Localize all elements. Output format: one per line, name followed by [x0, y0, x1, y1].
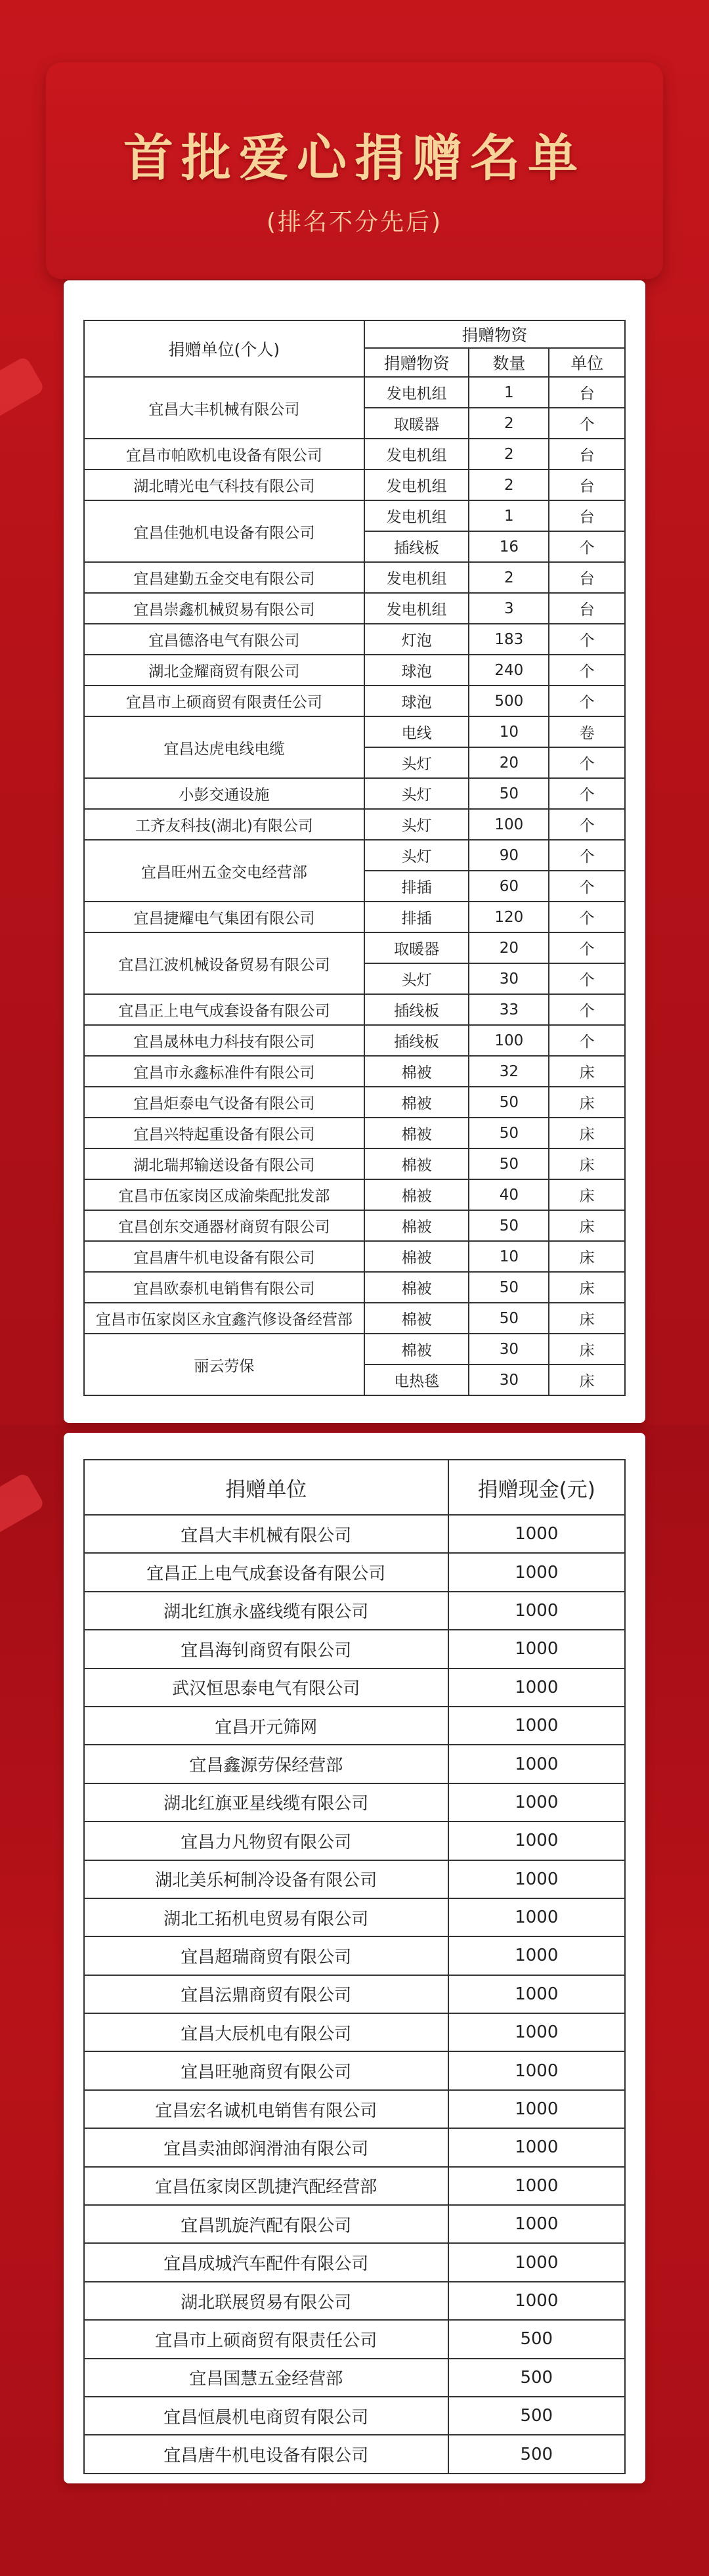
cash-donor-name: 宜昌超瑞商贸有限公司 — [84, 1936, 448, 1975]
page-title: 首批爱心捐赠名单 — [123, 129, 586, 187]
item-name: 发电机组 — [364, 469, 469, 500]
donor-name: 宜昌大丰机械有限公司 — [84, 377, 364, 439]
item-qty: 40 — [469, 1179, 549, 1210]
table-row — [84, 1822, 625, 1860]
table-row — [84, 2320, 625, 2358]
page-subtitle: (排名不分先后) — [266, 209, 443, 236]
cash-donor-name: 武汉恒思泰电气有限公司 — [84, 1669, 448, 1707]
donor-name: 宜昌市上硕商贸有限责任公司 — [84, 686, 364, 716]
item-qty: 10 — [469, 716, 549, 747]
item-unit: 个 — [549, 747, 625, 778]
item-name: 取暖器 — [364, 408, 469, 439]
cash-amount: 1000 — [448, 2167, 625, 2205]
item-unit: 台 — [549, 500, 625, 531]
cash-header-row — [84, 1460, 625, 1515]
donor-name: 宜昌旺州五金交电经营部 — [84, 840, 364, 902]
table-row — [84, 469, 625, 500]
donor-name: 宜昌市伍家岗区成渝柴配批发部 — [84, 1179, 364, 1210]
item-qty: 33 — [469, 994, 549, 1025]
cash-donor-name: 湖北美乐柯制冷设备有限公司 — [84, 1860, 448, 1898]
header-unit: 单位 — [549, 348, 625, 377]
item-unit: 床 — [549, 1148, 625, 1179]
table-row — [84, 1745, 625, 1783]
cash-amount: 1000 — [448, 1860, 625, 1898]
cash-amount: 500 — [448, 2359, 625, 2397]
item-qty: 2 — [469, 439, 549, 469]
item-unit: 台 — [549, 469, 625, 500]
item-qty: 2 — [469, 469, 549, 500]
table-row — [84, 809, 625, 840]
cash-amount: 500 — [448, 2435, 625, 2473]
donor-name: 宜昌市永鑫标准件有限公司 — [84, 1056, 364, 1087]
item-qty: 2 — [469, 562, 549, 593]
table-row — [84, 994, 625, 1025]
item-qty: 500 — [469, 686, 549, 716]
item-name: 棉被 — [364, 1272, 469, 1303]
item-qty: 50 — [469, 1118, 549, 1148]
header-goods-group: 捐赠物资 — [364, 320, 625, 348]
item-qty: 90 — [469, 840, 549, 871]
header-banner — [46, 62, 663, 279]
item-name: 球泡 — [364, 686, 469, 716]
item-qty: 60 — [469, 871, 549, 902]
item-qty: 50 — [469, 778, 549, 809]
table-row — [84, 1118, 625, 1148]
item-name: 电线 — [364, 716, 469, 747]
table-row — [84, 1975, 625, 2013]
item-unit: 台 — [549, 562, 625, 593]
item-qty: 2 — [469, 408, 549, 439]
item-unit: 台 — [549, 593, 625, 624]
cash-donor-name: 湖北联展贸易有限公司 — [84, 2282, 448, 2320]
cash-amount: 1000 — [448, 1822, 625, 1860]
table-row — [84, 2397, 625, 2435]
item-unit: 个 — [549, 778, 625, 809]
table-row — [84, 1707, 625, 1745]
table-row — [84, 902, 625, 932]
item-qty: 1 — [469, 500, 549, 531]
item-unit: 台 — [549, 439, 625, 469]
cash-amount: 500 — [448, 2397, 625, 2435]
item-unit: 床 — [549, 1334, 625, 1364]
table-row — [84, 2013, 625, 2051]
item-name: 电热毯 — [364, 1364, 469, 1395]
donor-name: 湖北晴光电气科技有限公司 — [84, 469, 364, 500]
donor-name: 宜昌江波机械设备贸易有限公司 — [84, 932, 364, 994]
item-unit: 个 — [549, 686, 625, 716]
item-qty: 30 — [469, 1364, 549, 1395]
donor-name: 湖北瑞邦输送设备有限公司 — [84, 1148, 364, 1179]
item-qty: 20 — [469, 747, 549, 778]
table-row — [84, 2205, 625, 2243]
cash-donor-name: 湖北红旗亚星线缆有限公司 — [84, 1783, 448, 1822]
donor-name: 宜昌捷耀电气集团有限公司 — [84, 902, 364, 932]
cash-amount: 1000 — [448, 2013, 625, 2051]
item-qty: 50 — [469, 1148, 549, 1179]
table-row — [84, 2090, 625, 2128]
cash-amount: 1000 — [448, 2051, 625, 2089]
item-name: 排插 — [364, 902, 469, 932]
item-unit: 个 — [549, 655, 625, 686]
donor-name: 宜昌建勤五金交电有限公司 — [84, 562, 364, 593]
item-unit: 床 — [549, 1056, 625, 1087]
cash-donor-name: 宜昌卖油郎润滑油有限公司 — [84, 2128, 448, 2166]
item-unit: 个 — [549, 840, 625, 871]
cash-donor-name: 宜昌沄鼎商贸有限公司 — [84, 1975, 448, 2013]
table-row — [84, 1272, 625, 1303]
cash-donor-name: 宜昌正上电气成套设备有限公司 — [84, 1553, 448, 1591]
item-name: 头灯 — [364, 747, 469, 778]
table-row — [84, 1148, 625, 1179]
cash-donor-name: 宜昌开元筛网 — [84, 1707, 448, 1745]
item-qty: 30 — [469, 1334, 549, 1364]
item-qty: 240 — [469, 655, 549, 686]
item-unit: 床 — [549, 1087, 625, 1118]
cash-donor-name: 湖北红旗永盛线缆有限公司 — [84, 1592, 448, 1630]
item-name: 棉被 — [364, 1179, 469, 1210]
header-donor: 捐赠单位(个人) — [84, 320, 364, 377]
table-row — [84, 1303, 625, 1334]
item-name: 棉被 — [364, 1056, 469, 1087]
cash-amount: 1000 — [448, 1515, 625, 1553]
donor-name: 宜昌德洛电气有限公司 — [84, 624, 364, 655]
donor-name: 工齐友科技(湖北)有限公司 — [84, 809, 364, 840]
item-name: 取暖器 — [364, 932, 469, 963]
cash-amount: 1000 — [448, 1592, 625, 1630]
item-qty: 3 — [469, 593, 549, 624]
table-row — [84, 1669, 625, 1707]
cash-amount: 1000 — [448, 1745, 625, 1783]
item-name: 发电机组 — [364, 500, 469, 531]
donor-name: 宜昌佳弛机电设备有限公司 — [84, 500, 364, 562]
item-name: 球泡 — [364, 655, 469, 686]
header-cash-amount: 捐赠现金(元) — [448, 1460, 625, 1515]
donor-name: 宜昌崇鑫机械贸易有限公司 — [84, 593, 364, 624]
item-name: 棉被 — [364, 1148, 469, 1179]
goods-donation-table — [83, 320, 626, 1396]
cash-donor-name: 宜昌旺驰商贸有限公司 — [84, 2051, 448, 2089]
cash-donor-name: 湖北工拓机电贸易有限公司 — [84, 1898, 448, 1936]
item-unit: 床 — [549, 1241, 625, 1272]
item-name: 头灯 — [364, 963, 469, 994]
donor-name: 宜昌唐牛机电设备有限公司 — [84, 1241, 364, 1272]
cash-donor-name: 宜昌力凡物贸有限公司 — [84, 1822, 448, 1860]
item-unit: 卷 — [549, 716, 625, 747]
table-row — [84, 2128, 625, 2166]
table-row — [84, 686, 625, 716]
item-name: 插线板 — [364, 994, 469, 1025]
table-row — [84, 1936, 625, 1975]
item-unit: 床 — [549, 1118, 625, 1148]
table-row — [84, 1898, 625, 1936]
item-unit: 台 — [549, 377, 625, 408]
cash-donor-name: 宜昌国慧五金经营部 — [84, 2359, 448, 2397]
table-row — [84, 1334, 625, 1364]
donor-name: 宜昌炬泰电气设备有限公司 — [84, 1087, 364, 1118]
item-qty: 50 — [469, 1272, 549, 1303]
donor-name: 宜昌晟林电力科技有限公司 — [84, 1025, 364, 1056]
table-row — [84, 1553, 625, 1591]
item-unit: 个 — [549, 408, 625, 439]
donor-name: 小彭交通设施 — [84, 778, 364, 809]
table-row — [84, 1860, 625, 1898]
table-row — [84, 500, 625, 531]
cash-donor-name: 宜昌宏名诚机电销售有限公司 — [84, 2090, 448, 2128]
cash-donor-name: 宜昌成城汽车配件有限公司 — [84, 2243, 448, 2281]
cash-donor-name: 宜昌大辰机电有限公司 — [84, 2013, 448, 2051]
table-row — [84, 1241, 625, 1272]
item-name: 排插 — [364, 871, 469, 902]
header-qty: 数量 — [469, 348, 549, 377]
cash-amount: 1000 — [448, 1630, 625, 1668]
item-name: 插线板 — [364, 1025, 469, 1056]
goods-donation-card — [64, 280, 645, 1423]
item-qty: 10 — [469, 1241, 549, 1272]
donor-name: 宜昌市帕欧机电设备有限公司 — [84, 439, 364, 469]
item-unit: 个 — [549, 994, 625, 1025]
table-row — [84, 655, 625, 686]
cash-donor-name: 宜昌唐牛机电设备有限公司 — [84, 2435, 448, 2473]
item-unit: 个 — [549, 624, 625, 655]
item-unit: 床 — [549, 1272, 625, 1303]
cash-amount: 1000 — [448, 2282, 625, 2320]
table-row — [84, 1515, 625, 1553]
donor-name: 宜昌达虎电线电缆 — [84, 716, 364, 778]
cash-donation-card — [64, 1433, 645, 2483]
cash-donor-name: 宜昌大丰机械有限公司 — [84, 1515, 448, 1553]
item-qty: 16 — [469, 531, 549, 562]
donor-name: 丽云劳保 — [84, 1334, 364, 1395]
table-row — [84, 1783, 625, 1822]
table-row — [84, 1210, 625, 1241]
table-row — [84, 1630, 625, 1668]
header-item: 捐赠物资 — [364, 348, 469, 377]
donor-name: 湖北金耀商贸有限公司 — [84, 655, 364, 686]
item-unit: 床 — [549, 1179, 625, 1210]
table-row — [84, 1056, 625, 1087]
item-qty: 100 — [469, 809, 549, 840]
table-row — [84, 840, 625, 871]
item-qty: 100 — [469, 1025, 549, 1056]
item-unit: 个 — [549, 1025, 625, 1056]
donor-name: 宜昌正上电气成套设备有限公司 — [84, 994, 364, 1025]
donor-name: 宜昌市伍家岗区永宜鑫汽修设备经营部 — [84, 1303, 364, 1334]
cash-donor-name: 宜昌鑫源劳保经营部 — [84, 1745, 448, 1783]
item-name: 棉被 — [364, 1303, 469, 1334]
item-unit: 个 — [549, 902, 625, 932]
cash-amount: 1000 — [448, 1553, 625, 1591]
donor-name: 宜昌创东交通器材商贸有限公司 — [84, 1210, 364, 1241]
item-qty: 1 — [469, 377, 549, 408]
table-row — [84, 778, 625, 809]
item-name: 棉被 — [364, 1118, 469, 1148]
cash-amount: 1000 — [448, 2243, 625, 2281]
table-row — [84, 1592, 625, 1630]
table-row — [84, 377, 625, 408]
item-name: 棉被 — [364, 1087, 469, 1118]
table-row — [84, 716, 625, 747]
cash-amount: 1000 — [448, 2205, 625, 2243]
cash-amount: 1000 — [448, 1898, 625, 1936]
item-name: 头灯 — [364, 809, 469, 840]
cash-amount: 1000 — [448, 2090, 625, 2128]
cash-donor-name: 宜昌伍家岗区凯捷汽配经营部 — [84, 2167, 448, 2205]
item-unit: 个 — [549, 809, 625, 840]
item-unit: 个 — [549, 531, 625, 562]
table-row — [84, 2051, 625, 2089]
table-row — [84, 2243, 625, 2281]
donor-name: 宜昌欧泰机电销售有限公司 — [84, 1272, 364, 1303]
item-qty: 50 — [469, 1210, 549, 1241]
item-name: 灯泡 — [364, 624, 469, 655]
cash-donor-name: 宜昌凯旋汽配有限公司 — [84, 2205, 448, 2243]
item-name: 棉被 — [364, 1210, 469, 1241]
item-name: 头灯 — [364, 840, 469, 871]
table-row — [84, 439, 625, 469]
item-qty: 20 — [469, 932, 549, 963]
cash-donor-name: 宜昌市上硕商贸有限责任公司 — [84, 2320, 448, 2358]
cash-donor-name: 宜昌海钊商贸有限公司 — [84, 1630, 448, 1668]
item-qty: 183 — [469, 624, 549, 655]
table-row — [84, 1025, 625, 1056]
item-unit: 个 — [549, 963, 625, 994]
goods-header-row — [84, 320, 625, 348]
cash-amount: 1000 — [448, 1783, 625, 1822]
cash-amount: 500 — [448, 2320, 625, 2358]
item-name: 发电机组 — [364, 377, 469, 408]
item-name: 发电机组 — [364, 562, 469, 593]
item-name: 棉被 — [364, 1334, 469, 1364]
item-unit: 个 — [549, 932, 625, 963]
table-row — [84, 2359, 625, 2397]
table-row — [84, 2167, 625, 2205]
item-name: 发电机组 — [364, 439, 469, 469]
header-cash-donor: 捐赠单位 — [84, 1460, 448, 1515]
item-unit: 床 — [549, 1364, 625, 1395]
donor-name: 宜昌兴特起重设备有限公司 — [84, 1118, 364, 1148]
item-qty: 120 — [469, 902, 549, 932]
table-row — [84, 562, 625, 593]
cash-amount: 1000 — [448, 2128, 625, 2166]
table-row — [84, 593, 625, 624]
item-qty: 30 — [469, 963, 549, 994]
table-row — [84, 624, 625, 655]
cash-amount: 1000 — [448, 1707, 625, 1745]
cash-donor-name: 宜昌恒晨机电商贸有限公司 — [84, 2397, 448, 2435]
cash-amount: 1000 — [448, 1975, 625, 2013]
item-name: 棉被 — [364, 1241, 469, 1272]
item-name: 头灯 — [364, 778, 469, 809]
item-name: 插线板 — [364, 531, 469, 562]
cash-amount: 1000 — [448, 1936, 625, 1975]
item-qty: 32 — [469, 1056, 549, 1087]
cash-amount: 1000 — [448, 1669, 625, 1707]
item-qty: 50 — [469, 1303, 549, 1334]
item-unit: 床 — [549, 1303, 625, 1334]
item-qty: 50 — [469, 1087, 549, 1118]
table-row — [84, 932, 625, 963]
table-row — [84, 1179, 625, 1210]
table-row — [84, 2435, 625, 2473]
table-row — [84, 2282, 625, 2320]
item-unit: 床 — [549, 1210, 625, 1241]
table-row — [84, 1087, 625, 1118]
item-unit: 个 — [549, 871, 625, 902]
cash-donation-table — [83, 1459, 626, 2474]
item-name: 发电机组 — [364, 593, 469, 624]
